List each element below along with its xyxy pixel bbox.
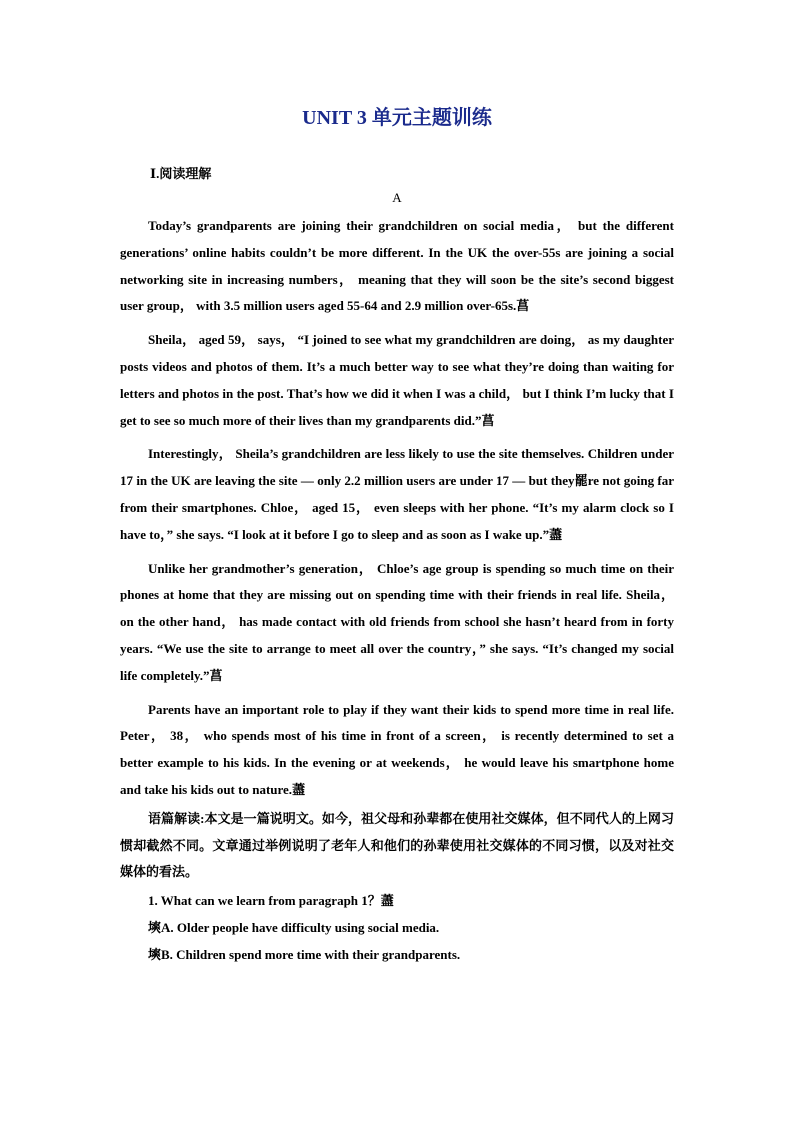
paragraph-mark: 菖 — [516, 298, 530, 314]
discourse-analysis — [120, 806, 674, 886]
paragraph-text: Unlike her grandmother’s generation， Chloe’s age group is spending so much time on their phones at home that they are missing out on spending time with their friends in real life. Sheila， on the other hand， has made contact with old friends from school she hasn’t heard from in forty years. “We use the site to arrange to meet all over the country，” she says. “It’s changed my social life completely.” — [120, 560, 674, 683]
analysis-text: 本文是一篇说明文。如今，祖父母和孙辈都在使用社交媒体，但不同代人的上网习惯却截然不同。文章通过举例说明了老年人和他们的孙辈使用社交媒体的不同习惯，以及对社交媒体的看法。 — [120, 810, 674, 880]
question-1-stem — [120, 888, 674, 915]
paragraph-mark: 菖 — [481, 412, 495, 428]
paragraph-text: Parents have an important role to play if they want their kids to spend more time in real life. Peter， 38， who spends most of his time in front of a screen， is recently determined to set a better example to his kids. In the evening or at weekends， he would leave his smartphone home and take his kids out to nature. — [120, 701, 674, 797]
analysis-label: 语篇解读: — [148, 810, 205, 826]
section-heading-reading: Ⅰ.阅读理解 — [150, 166, 212, 181]
passage-label: A — [392, 190, 402, 205]
passage-paragraph-4 — [120, 556, 674, 690]
passage-paragraph-3 — [120, 441, 674, 548]
paragraph-mark: 菖 — [209, 667, 223, 683]
passage-paragraph-5 — [120, 697, 674, 804]
question-text: 1. What can we learn from paragraph 1？ — [148, 893, 381, 909]
passage-paragraph-1 — [120, 213, 674, 320]
paragraph-text: Today’s grandparents are joining their grandchildren on social media， but the different generations’ online habits couldn’t be more different. In the UK the over-55s are joining a social networking site in increasing numbers， meaning that they will soon be the site’s second biggest user group， with 3.5 million users aged 55-64 and 2.9 million over-65s. — [120, 218, 674, 314]
paragraph-text: Interestingly， Sheila’s grandchildren are less likely to use the site themselves. Children under 17 in the UK are leaving the site — only 2.2 million users are under 17 — but they罷re not going far from their smartphones. Chloe， aged 15， even sleeps with her phone. “It’s my alarm clock so I have to，” she says. “I look at it before I go to sleep and as soon as I wake up.” — [120, 446, 674, 542]
question-1-option-a: 塽A. Older people have difficulty using social media. — [148, 919, 440, 935]
page-title: UNIT 3 单元主题训练 — [302, 107, 492, 129]
question-mark: 藎 — [380, 893, 394, 909]
question-1-option-b: 塽B. Children spend more time with their grandparents. — [148, 946, 461, 962]
paragraph-mark: 藎 — [292, 781, 306, 797]
passage-paragraph-2 — [120, 327, 674, 434]
paragraph-text: Sheila， aged 59， says， “I joined to see what my grandchildren are doing， as my daughter posts videos and photos of them. It’s a much better way to see what they’re doing than waiting for letters and photos in the post. That’s how we did it when I was a child， but I think I’m lucky that I get to see so much more of their lives than my grandparents did.” — [120, 332, 674, 428]
paragraph-mark: 藎 — [549, 526, 563, 542]
